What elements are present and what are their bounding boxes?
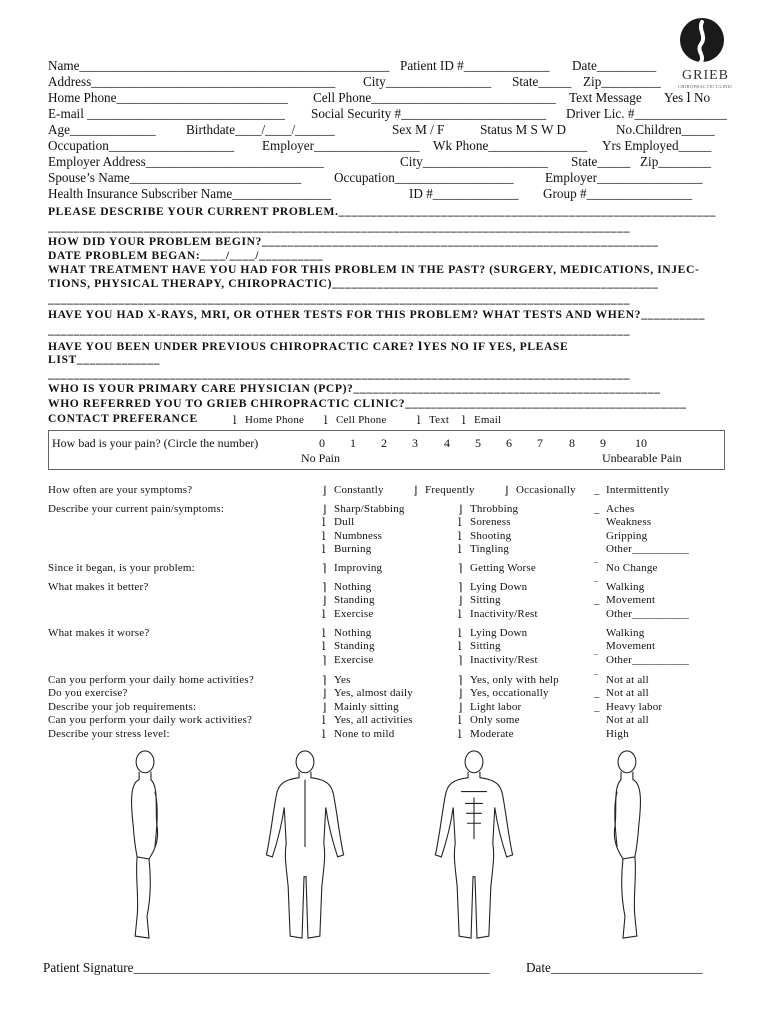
option-label[interactable]: Sitting xyxy=(470,594,501,607)
option-label[interactable]: Tingling xyxy=(470,543,510,556)
form-field[interactable]: Health Insurance Subscriber Name_______________ xyxy=(48,186,332,201)
checkbox-marker[interactable]: ⅼ xyxy=(458,608,462,621)
pain-level-2[interactable]: 2 xyxy=(381,436,387,450)
activity-question: Describe your stress level: xyxy=(48,727,170,740)
form-field[interactable]: State_____ xyxy=(512,74,572,89)
checkbox-marker[interactable]: ⅼ xyxy=(322,530,326,543)
option-label[interactable]: Burning xyxy=(334,543,372,556)
pain-level-6[interactable]: 6 xyxy=(506,436,512,450)
option-label[interactable]: Light labor xyxy=(470,700,522,713)
form-field[interactable]: Text Message xyxy=(569,90,642,105)
form-field[interactable]: Zip________ xyxy=(640,154,712,169)
checkbox-marker[interactable]: ‾ xyxy=(594,581,598,593)
form-field[interactable]: Yes ⅼ No xyxy=(664,90,711,105)
symptom-question: Since it began, is your problem: xyxy=(48,562,195,574)
option-label[interactable]: None to mild xyxy=(334,727,395,740)
checkbox-marker[interactable]: ⌉ xyxy=(458,582,463,594)
option-label[interactable]: Heavy labor xyxy=(606,700,663,713)
option-label[interactable]: Constantly xyxy=(334,484,384,496)
question-line[interactable]: LIST_____________ xyxy=(48,353,160,366)
option-label[interactable]: Yes, all activities xyxy=(334,714,413,727)
question-line[interactable]: TIONS, PHYSICAL THERAPY, CHIROPRACTIC)___________________________________________________ xyxy=(48,277,659,290)
option-label[interactable]: Improving xyxy=(334,562,383,574)
option-label[interactable]: Walking xyxy=(606,581,645,593)
checkbox-marker[interactable]: _ xyxy=(594,594,600,607)
checkbox-marker[interactable]: ⌉ xyxy=(322,675,327,687)
checkbox-marker[interactable]: ⌉ xyxy=(458,675,463,687)
pain-level-7[interactable]: 7 xyxy=(537,436,543,450)
form-field[interactable]: Status M S W D xyxy=(480,122,566,137)
contact-option-text[interactable]: Text xyxy=(429,414,450,426)
form-field[interactable]: No.Children_____ xyxy=(616,122,715,137)
option-label[interactable]: Dull xyxy=(334,516,355,529)
form-field[interactable]: Date_________ xyxy=(572,58,657,73)
checkbox-marker[interactable]: ⌋ xyxy=(322,504,327,516)
checkbox-marker[interactable]: ⅼ xyxy=(322,544,326,557)
logo-name: GRIEB xyxy=(682,68,729,83)
question-line[interactable]: DATE PROBLEM BEGAN:____/____/__________ xyxy=(48,249,324,262)
symptom-question: How often are your symptoms? xyxy=(48,484,193,496)
contact-option-marker[interactable]: ⅼ xyxy=(233,415,237,427)
option-label[interactable]: Movement xyxy=(606,640,656,653)
checkbox-marker[interactable]: _ xyxy=(594,687,600,700)
pain-level-10[interactable]: 10 xyxy=(635,436,647,450)
option-label[interactable]: Yes, occationally xyxy=(470,687,549,700)
option-label[interactable]: Yes xyxy=(334,674,351,686)
option-label[interactable]: Lying Down xyxy=(470,627,528,639)
option-label[interactable]: Other__________ xyxy=(606,543,690,556)
question-line[interactable]: PLEASE DESCRIBE YOUR CURRENT PROBLEM.___________________________________________________________ xyxy=(48,205,716,218)
question-line[interactable]: WHAT TREATMENT HAVE YOU HAD FOR THIS PROBLEM IN THE PAST? (SURGERY, MEDICATIONS, INJEC- xyxy=(48,263,700,276)
form-field[interactable]: Age_____________ xyxy=(48,122,156,137)
option-label[interactable]: Standing xyxy=(334,640,375,653)
checkbox-marker[interactable]: ‾ xyxy=(594,562,598,574)
option-label[interactable]: Sitting xyxy=(470,640,501,653)
checkbox-marker[interactable]: ⅼ xyxy=(458,544,462,557)
option-label[interactable]: Lying Down xyxy=(470,581,528,593)
activity-question: Do you exercise? xyxy=(48,687,128,700)
option-label[interactable]: Soreness xyxy=(470,516,511,529)
checkbox-marker[interactable]: ⌉ xyxy=(458,563,463,575)
form-field[interactable]: Driver Lic. #______________ xyxy=(566,106,727,121)
question-line[interactable]: ___________________________________________________________________________________________ xyxy=(48,293,631,306)
question-line[interactable]: WHO IS YOUR PRIMARY CARE PHYSICIAN (PCP)?________________________________________________ xyxy=(48,382,661,395)
option-label[interactable]: Weakness xyxy=(606,516,652,529)
form-field[interactable]: Employer________________ xyxy=(262,138,420,153)
checkbox-marker[interactable]: ⅼ xyxy=(322,628,326,640)
form-field[interactable]: State_____ xyxy=(571,154,631,169)
checkbox-marker[interactable]: _ xyxy=(594,503,600,515)
form-field[interactable]: Zip_________ xyxy=(583,74,661,89)
option-label[interactable]: Yes, only with help xyxy=(470,674,559,686)
checkbox-marker[interactable]: ⅼ xyxy=(322,608,326,621)
contact-option-marker[interactable]: ⅼ xyxy=(324,415,328,427)
form-field[interactable]: City___________________ xyxy=(400,154,548,169)
checkbox-marker[interactable]: ⌉ xyxy=(458,654,463,667)
contact-option-home-phone[interactable]: Home Phone xyxy=(245,414,305,426)
contact-option-marker[interactable]: ⅼ xyxy=(462,415,466,427)
option-label[interactable]: Moderate xyxy=(470,727,514,740)
pain-level-1[interactable]: 1 xyxy=(350,436,356,450)
body-side-view-icon xyxy=(118,748,180,946)
question-line[interactable]: ___________________________________________________________________________________________ xyxy=(48,324,631,337)
checkbox-marker[interactable]: ⅼ xyxy=(458,715,462,728)
form-field[interactable]: City________________ xyxy=(363,74,492,89)
form-field[interactable]: Birthdate____/____/______ xyxy=(186,122,335,137)
option-label[interactable]: Other__________ xyxy=(606,607,690,620)
checkbox-marker[interactable]: ⌋ xyxy=(413,485,418,497)
checkbox-marker[interactable]: ‾ xyxy=(594,653,598,666)
body-figure-back xyxy=(250,748,360,946)
option-label[interactable]: Only some xyxy=(470,714,520,727)
signature-date-field[interactable]: Date_______________________ xyxy=(526,960,703,975)
form-field[interactable]: Employer________________ xyxy=(545,170,703,185)
pain-level-5[interactable]: 5 xyxy=(475,436,481,450)
pain-level-4[interactable]: 4 xyxy=(444,436,450,450)
clinic-logo xyxy=(668,16,733,92)
contact-preference-label: CONTACT PREFERANCE xyxy=(48,412,198,425)
checkbox-marker[interactable]: ⌋ xyxy=(504,485,509,497)
checkbox-marker[interactable]: ⅼ xyxy=(458,641,462,654)
symptom-question: What makes it worse? xyxy=(48,627,150,639)
form-field[interactable]: Name_______________________________________________ xyxy=(48,58,390,73)
symptom-question: What makes it better? xyxy=(48,581,149,593)
form-field[interactable]: Sex M / F xyxy=(392,122,445,137)
pain-level-3[interactable]: 3 xyxy=(412,436,418,450)
option-label[interactable]: Aches xyxy=(606,503,635,515)
form-field[interactable]: Cell Phone____________________________ xyxy=(313,90,556,105)
checkbox-marker[interactable]: ⌋ xyxy=(458,701,463,714)
pain-level-0[interactable]: 0 xyxy=(319,436,325,450)
question-line[interactable]: WHO REFERRED YOU TO GRIEB CHIROPRACTIC CLINIC?____________________________________________ xyxy=(48,397,687,410)
option-label[interactable]: Numbness xyxy=(334,529,383,542)
checkbox-marker[interactable]: ⌋ xyxy=(458,504,463,516)
option-label[interactable]: Movement xyxy=(606,594,656,607)
option-label[interactable]: No Change xyxy=(606,562,658,574)
form-field[interactable]: Occupation__________________ xyxy=(334,170,514,185)
symptom-question: Describe your current pain/symptoms: xyxy=(48,503,225,515)
form-field[interactable]: Patient ID #_____________ xyxy=(400,58,550,73)
option-label[interactable]: Nothing xyxy=(334,627,372,639)
checkbox-marker[interactable]: ⅼ xyxy=(458,530,462,543)
checkbox-marker[interactable]: ⌋ xyxy=(458,595,463,608)
option-label[interactable]: Mainly sitting xyxy=(334,700,399,713)
checkbox-marker[interactable]: ⅼ xyxy=(322,641,326,654)
option-label[interactable]: Yes, almost daily xyxy=(334,687,413,700)
option-label[interactable]: Gripping xyxy=(606,529,648,542)
patient-signature-field[interactable]: Patient Signature______________________________________________________ xyxy=(43,960,490,975)
option-label[interactable]: Not at all xyxy=(606,674,649,686)
form-field[interactable]: Wk Phone_______________ xyxy=(433,138,588,153)
pain-high-label: Unbearable Pain xyxy=(602,451,682,465)
option-label[interactable]: Exercise xyxy=(334,607,374,620)
question-line[interactable]: HAVE YOU BEEN UNDER PREVIOUS CHIROPRACTIC CARE? ⅼYES NO IF YES, PLEASE xyxy=(48,340,569,353)
option-label[interactable]: Other__________ xyxy=(606,653,690,666)
body-figure-left-side xyxy=(118,748,180,946)
checkbox-marker[interactable]: _ xyxy=(594,700,600,713)
checkbox-marker[interactable]: ⌋ xyxy=(322,701,327,714)
checkbox-marker[interactable]: ⅼ xyxy=(322,728,326,741)
checkbox-marker[interactable]: ⅼ xyxy=(322,715,326,728)
option-label[interactable]: Throbbing xyxy=(470,503,519,515)
body-figure-right-side xyxy=(592,748,654,946)
activity-question: Can you perform your daily home activities? xyxy=(48,674,254,686)
option-label[interactable]: Getting Worse xyxy=(470,562,536,574)
contact-option-marker[interactable]: ⅼ xyxy=(417,415,421,427)
form-field[interactable]: Social Security #______________________ xyxy=(311,106,547,121)
body-front-view-icon xyxy=(418,748,530,946)
checkbox-marker[interactable]: _ xyxy=(594,484,600,496)
form-field[interactable]: Yrs Employed_____ xyxy=(602,138,712,153)
logo-sub: CHIROPRACTIC CLINIC xyxy=(678,84,733,89)
checkbox-marker[interactable]: ‾ xyxy=(594,674,598,686)
option-label[interactable]: Not at all xyxy=(606,714,649,727)
option-label[interactable]: Shooting xyxy=(470,529,512,542)
checkbox-marker[interactable]: ⌋ xyxy=(322,485,327,497)
form-field[interactable]: Address_____________________________________ xyxy=(48,74,336,89)
activity-question: Describe your job requirements: xyxy=(48,700,197,713)
option-label[interactable]: Inactivity/Rest xyxy=(470,607,538,620)
question-line[interactable]: ___________________________________________________________________________________________ xyxy=(48,368,631,381)
option-label[interactable]: Exercise xyxy=(334,653,374,666)
pain-question: How bad is your pain? (Circle the number) xyxy=(52,436,259,450)
contact-option-email[interactable]: Email xyxy=(474,414,502,426)
checkbox-marker[interactable]: ⌋ xyxy=(322,595,327,608)
question-line[interactable]: ___________________________________________________________________________________________ xyxy=(48,221,631,234)
checkbox-marker[interactable]: ⌋ xyxy=(458,688,463,701)
option-label[interactable]: Nothing xyxy=(334,581,372,593)
form-field[interactable]: Group #________________ xyxy=(543,186,693,201)
checkbox-marker[interactable]: ⅼ xyxy=(458,728,462,741)
form-field[interactable]: Occupation___________________ xyxy=(48,138,235,153)
option-label[interactable]: Inactivity/Rest xyxy=(470,653,538,666)
checkbox-marker[interactable]: ⅼ xyxy=(322,517,326,530)
option-label[interactable]: Standing xyxy=(334,594,375,607)
checkbox-marker[interactable]: ⅼ xyxy=(458,517,462,530)
body-back-view-icon xyxy=(250,748,360,946)
option-label[interactable]: Sharp/Stabbing xyxy=(334,503,405,515)
question-line[interactable]: HOW DID YOUR PROBLEM BEGIN?______________________________________________________________ xyxy=(48,235,659,248)
question-line[interactable]: HAVE YOU HAD X-RAYS, MRI, OR OTHER TESTS FOR THIS PROBLEM? WHAT TESTS AND WHEN?__________ xyxy=(48,308,706,321)
option-label[interactable]: Frequently xyxy=(425,484,475,496)
contact-option-cell-phone[interactable]: Cell Phone xyxy=(336,414,387,426)
pain-low-label: No Pain xyxy=(301,451,340,465)
checkbox-marker[interactable]: ⌉ xyxy=(322,582,327,594)
body-side-view-icon xyxy=(592,748,654,946)
body-figure-front xyxy=(418,748,530,946)
option-label[interactable]: High xyxy=(606,727,629,740)
checkbox-marker[interactable]: ⅼ xyxy=(458,628,462,640)
option-label[interactable]: Not at all xyxy=(606,687,649,700)
option-label[interactable]: Intermittently xyxy=(606,484,670,496)
form-field[interactable]: ID #_____________ xyxy=(409,186,519,201)
checkbox-marker[interactable]: ⌉ xyxy=(322,563,327,575)
form-field[interactable]: Home Phone__________________________ xyxy=(48,90,288,105)
activity-question: Can you perform your daily work activities? xyxy=(48,714,253,727)
form-field[interactable]: Employer Address___________________________ xyxy=(48,154,324,169)
pain-level-9[interactable]: 9 xyxy=(600,436,606,450)
checkbox-marker[interactable]: ⌉ xyxy=(322,654,327,667)
form-field[interactable]: Spouse’s Name__________________________ xyxy=(48,170,302,185)
form-field[interactable]: E-mail ______________________________ xyxy=(48,106,285,121)
option-label[interactable]: Occasionally xyxy=(516,484,576,496)
option-label[interactable]: Walking xyxy=(606,627,645,639)
pain-level-8[interactable]: 8 xyxy=(569,436,575,450)
checkbox-marker[interactable]: ⌋ xyxy=(322,688,327,701)
